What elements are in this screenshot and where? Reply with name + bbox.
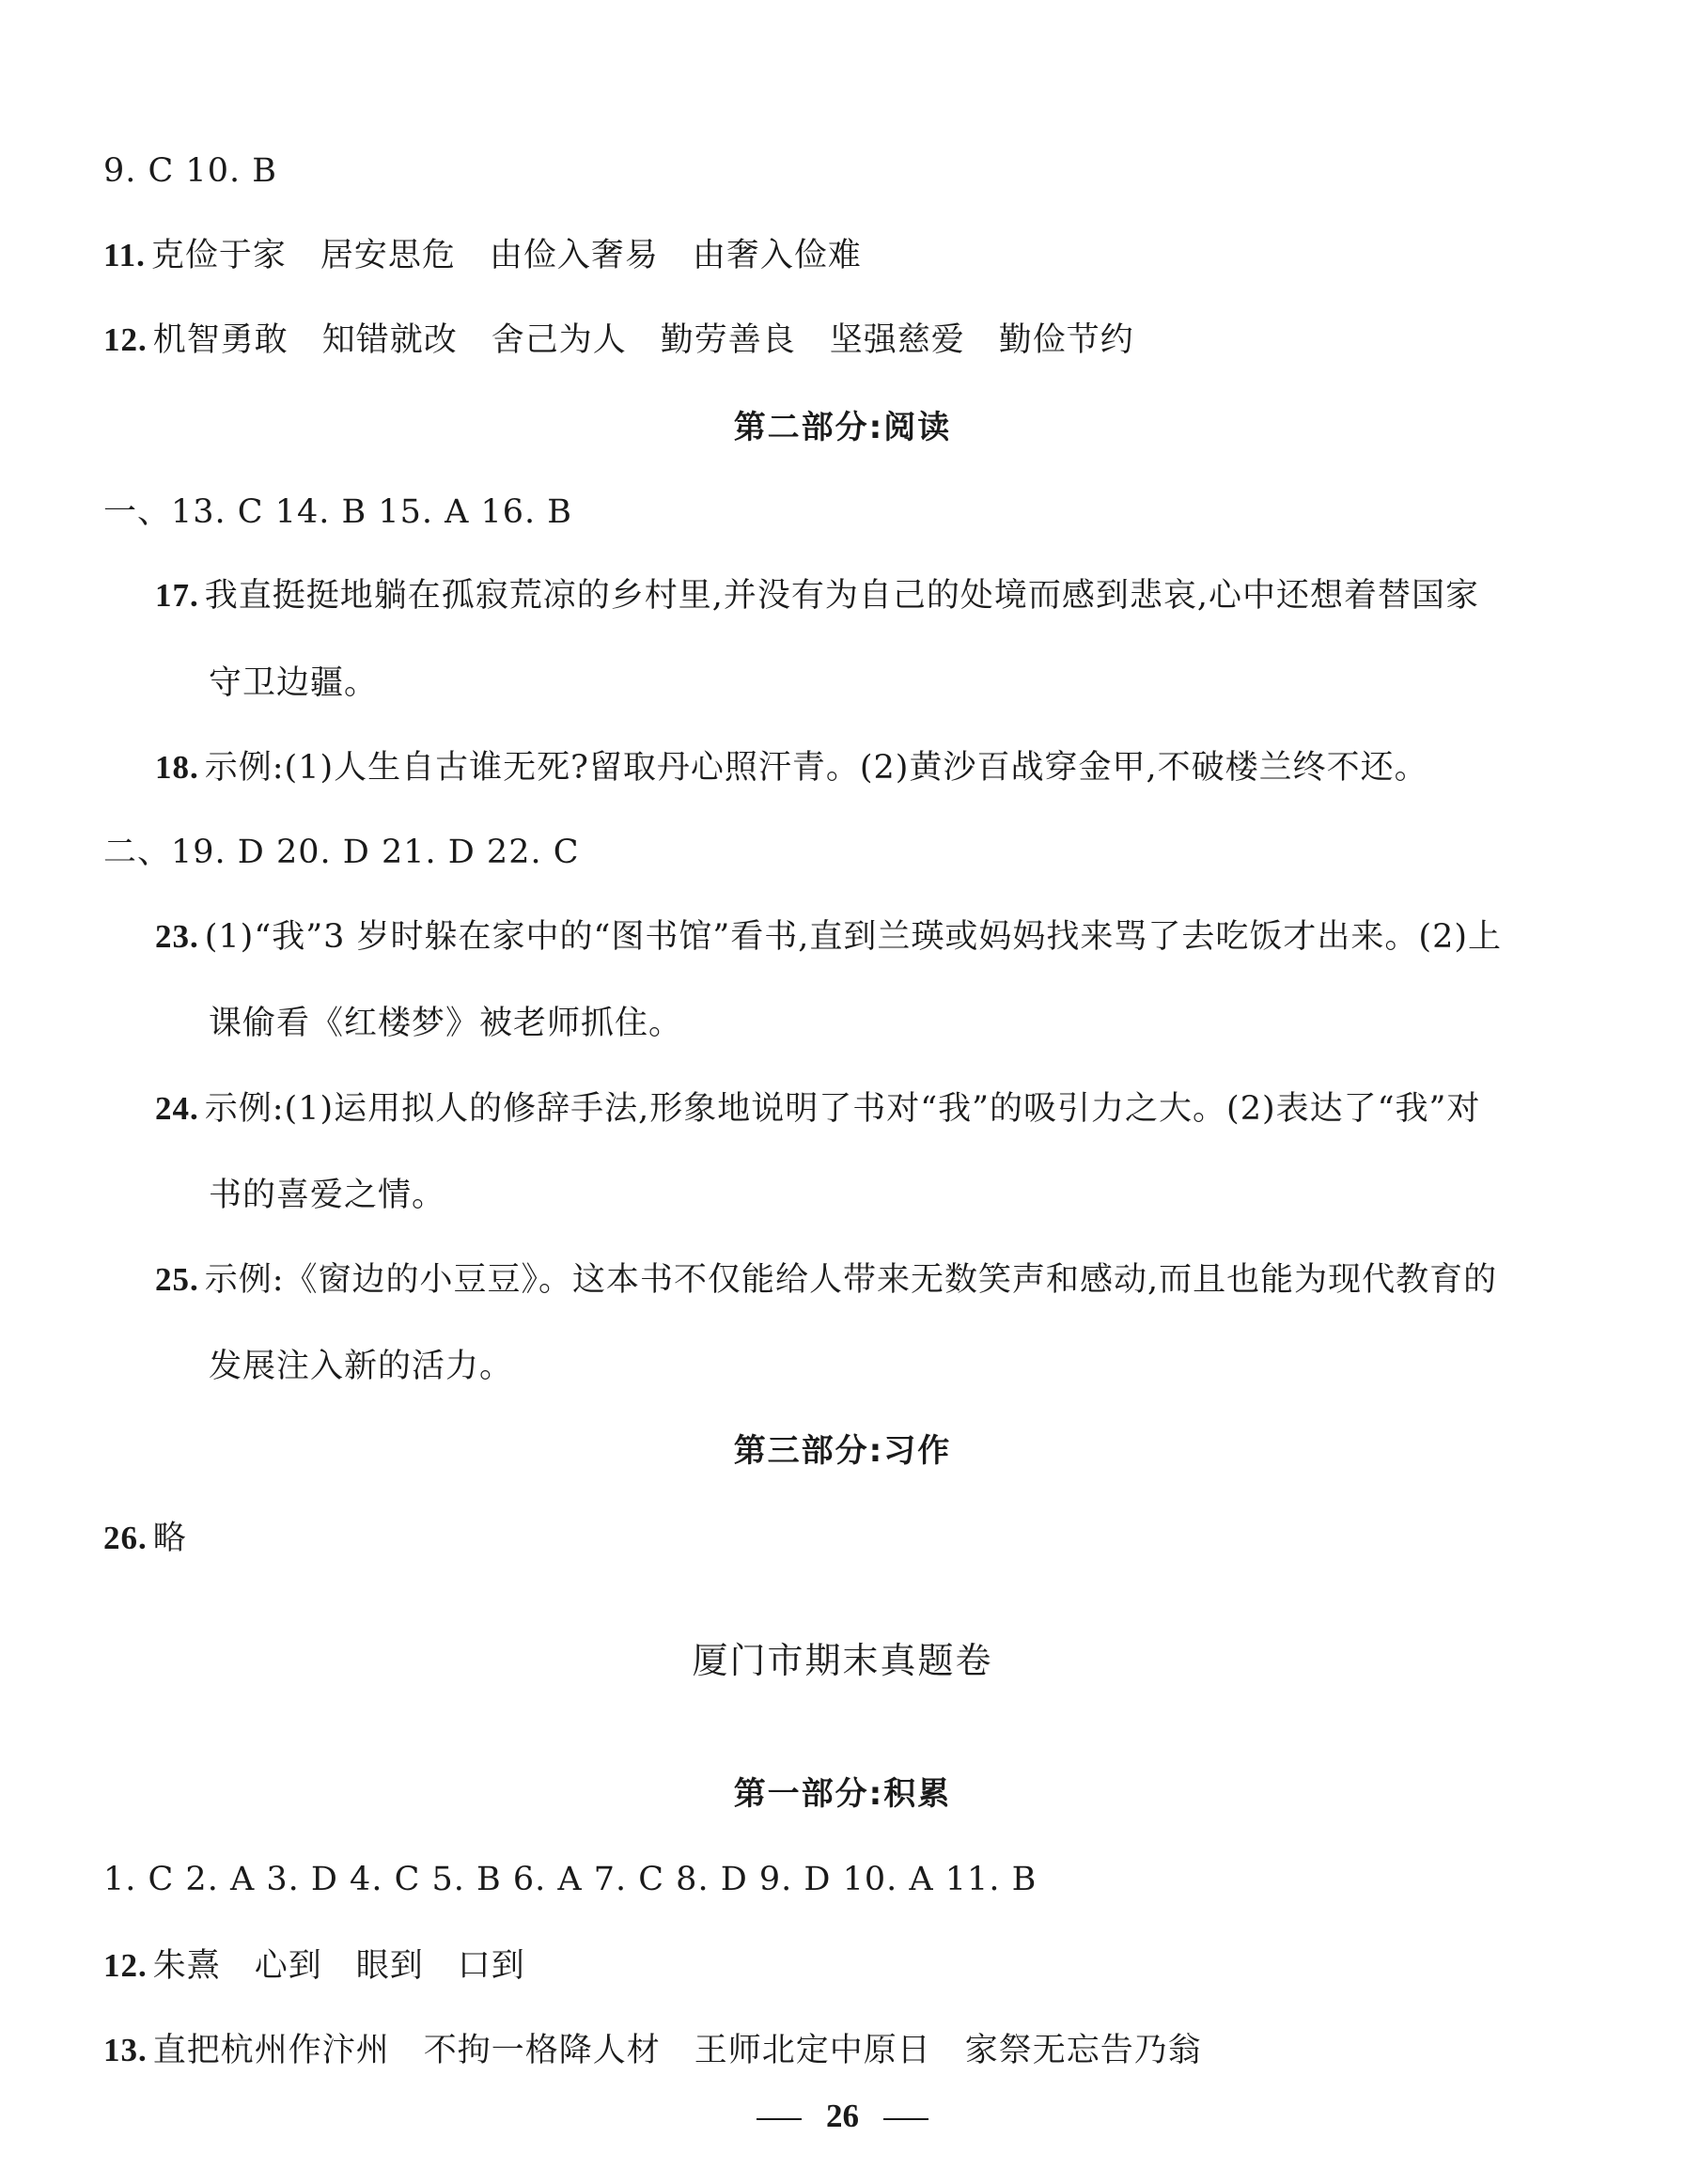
answer-line-13-16: 一、13. C 14. B 15. A 16. B bbox=[103, 493, 573, 531]
page-number-text: 26 bbox=[826, 2098, 859, 2134]
question-number: 26. bbox=[103, 1520, 148, 1556]
answer-line-12 bbox=[103, 320, 1134, 361]
answer-line-13b bbox=[103, 2030, 1202, 2071]
answer-text: 我直挺挺地躺在孤寂荒凉的乡村里,并没有为自己的处境而感到悲哀,心中还想着替国家 bbox=[204, 577, 1480, 615]
answer-line-18 bbox=[155, 747, 1428, 788]
answer-text: 直把杭州作汴州 不拘一格降人材 王师北定中原日 家祭无忘告乃翁 bbox=[152, 2032, 1202, 2069]
answer-line-25 bbox=[155, 1259, 1497, 1301]
exam-title: 厦门市期末真题卷 bbox=[692, 1640, 993, 1681]
question-number: 24. bbox=[155, 1090, 199, 1127]
answer-text: 略 bbox=[152, 1520, 187, 1557]
answer-line-9-10: 9. C 10. B bbox=[103, 152, 277, 190]
answer-text: 克俭于家 居安思危 由俭入奢易 由奢入俭难 bbox=[150, 237, 862, 274]
answer-line-19-22: 二、19. D 20. D 21. D 22. C bbox=[103, 834, 580, 871]
answer-line-1-11: 1. C 2. A 3. D 4. C 5. B 6. A 7. C 8. D 9. D 10. A 11. B bbox=[103, 1861, 1038, 1898]
section-heading-writing: 第三部分:习作 bbox=[733, 1432, 952, 1470]
question-number: 25. bbox=[155, 1261, 199, 1298]
answer-text: 示例:(1)人生自古谁无死?留取丹心照汗青。(2)黄沙百战穿金甲,不破楼兰终不还。 bbox=[204, 749, 1428, 787]
question-number: 23. bbox=[155, 918, 199, 955]
answer-text: 示例:《窗边的小豆豆》。这本书不仅能给人带来无数笑声和感动,而且也能为现代教育的 bbox=[204, 1261, 1498, 1299]
answer-text: 示例:(1)运用拟人的修辞手法,形象地说明了书对“我”的吸引力之大。(2)表达了“我”对 bbox=[204, 1090, 1481, 1128]
question-number: 12. bbox=[103, 1947, 148, 1984]
answer-line-26 bbox=[103, 1518, 187, 1559]
question-number: 17. bbox=[155, 577, 199, 614]
answer-line-24 bbox=[155, 1088, 1480, 1130]
answer-line-17-cont: 守卫边疆。 bbox=[209, 664, 379, 702]
answer-line-23-cont: 课偷看《红楼梦》被老师抓住。 bbox=[209, 1005, 683, 1042]
dash-left bbox=[757, 2118, 802, 2120]
answer-text: (1)“我”3 岁时躲在家中的“图书馆”看书,直到兰瑛或妈妈找来骂了去吃饭才出来。(2)上 bbox=[204, 918, 1502, 956]
answer-text: 朱熹 心到 眼到 口到 bbox=[152, 1947, 525, 1985]
page-number bbox=[0, 2096, 1685, 2137]
answer-text: 机智勇敢 知错就改 舍己为人 勤劳善良 坚强慈爱 勤俭节约 bbox=[152, 321, 1134, 359]
answer-line-11 bbox=[103, 235, 862, 276]
answer-line-25-cont: 发展注入新的活力。 bbox=[209, 1348, 514, 1385]
section-heading-accumulation: 第一部分:积累 bbox=[733, 1775, 952, 1813]
answer-line-17 bbox=[155, 575, 1479, 616]
question-number: 13. bbox=[103, 2032, 148, 2068]
answer-line-12b bbox=[103, 1945, 525, 1987]
section-heading-reading: 第二部分:阅读 bbox=[733, 409, 952, 446]
question-number: 12. bbox=[103, 321, 148, 358]
question-number: 11. bbox=[103, 237, 146, 273]
dash-right bbox=[883, 2118, 928, 2120]
answer-line-23 bbox=[155, 916, 1502, 958]
question-number: 18. bbox=[155, 749, 199, 786]
answer-line-24-cont: 书的喜爱之情。 bbox=[209, 1177, 446, 1214]
